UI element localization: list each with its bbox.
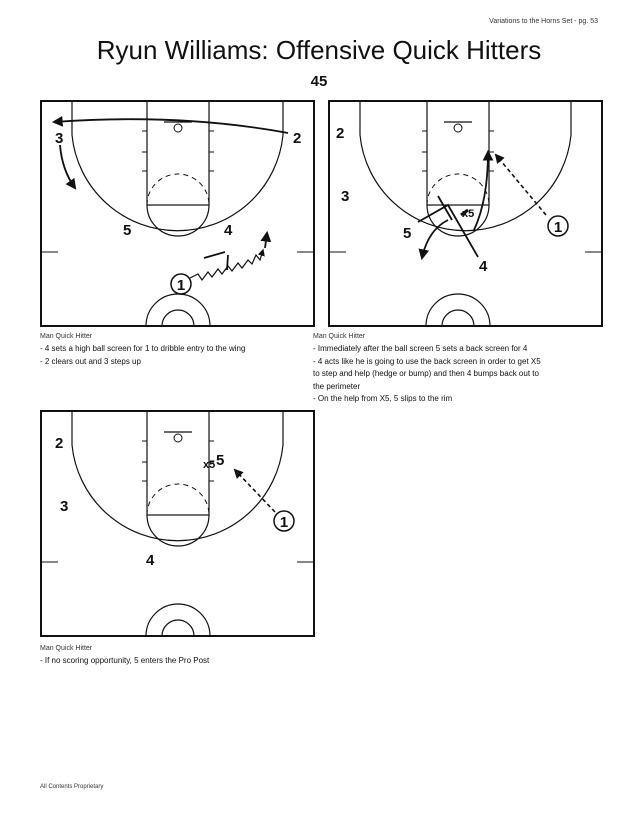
player-1: 1 (279, 514, 289, 531)
player-2: 2 (293, 130, 302, 147)
defender-x5: x5 (462, 208, 475, 220)
caption-line: - 2 clears out and 3 steps up (40, 356, 141, 366)
caption-line: - Immediately after the ball screen 5 sets a back screen for 4 (313, 344, 528, 353)
caption-diagram-3 (40, 642, 315, 668)
court-diagram-1-svg (40, 100, 315, 327)
player-3: 3 (55, 130, 64, 147)
court-diagram-3 (40, 410, 315, 637)
caption-heading: Man Quick Hitter (313, 333, 366, 340)
player-1: 1 (553, 219, 563, 236)
caption-diagram-1 (40, 330, 315, 368)
player-5: 5 (123, 222, 132, 239)
defender-x5: x5 (203, 459, 216, 471)
caption-diagram-2 (313, 330, 603, 406)
page-footer: All Contents Proprietary (40, 784, 104, 790)
court-diagram-1 (40, 100, 315, 327)
caption-line: - If no scoring opportunity, 5 enters the Pro Post (40, 656, 210, 665)
player-3: 3 (60, 498, 69, 515)
player-5: 5 (216, 452, 225, 469)
player-3: 3 (341, 188, 350, 205)
page-header-note: Variations to the Horns Set - pg. 53 (489, 18, 598, 25)
court-diagram-2 (328, 100, 603, 327)
player-4: 4 (479, 258, 488, 275)
caption-line: the perimeter (313, 381, 361, 391)
caption-line: to step and help (hedge or bump) and then 4 bumps back out to (313, 369, 539, 378)
player-1: 1 (176, 277, 186, 294)
caption-line: - On the help from X5, 5 slips to the rim (313, 394, 453, 403)
player-2: 2 (55, 435, 64, 452)
court-diagram-2-svg (328, 100, 603, 327)
play-number: 45 (310, 73, 328, 90)
player-4: 4 (146, 552, 155, 569)
caption-heading: Man Quick Hitter (40, 333, 93, 340)
player-4: 4 (224, 222, 233, 239)
player-2: 2 (336, 125, 345, 142)
page-title: Ryun Williams: Offensive Quick Hitters (96, 35, 542, 65)
court-diagram-3-svg (40, 410, 315, 637)
caption-line: - 4 acts like he is going to use the back screen in order to get X5 (313, 356, 541, 366)
caption-line: - 4 sets a high ball screen for 1 to dribble entry to the wing (40, 344, 246, 353)
caption-heading: Man Quick Hitter (40, 645, 93, 652)
player-5: 5 (403, 225, 412, 242)
